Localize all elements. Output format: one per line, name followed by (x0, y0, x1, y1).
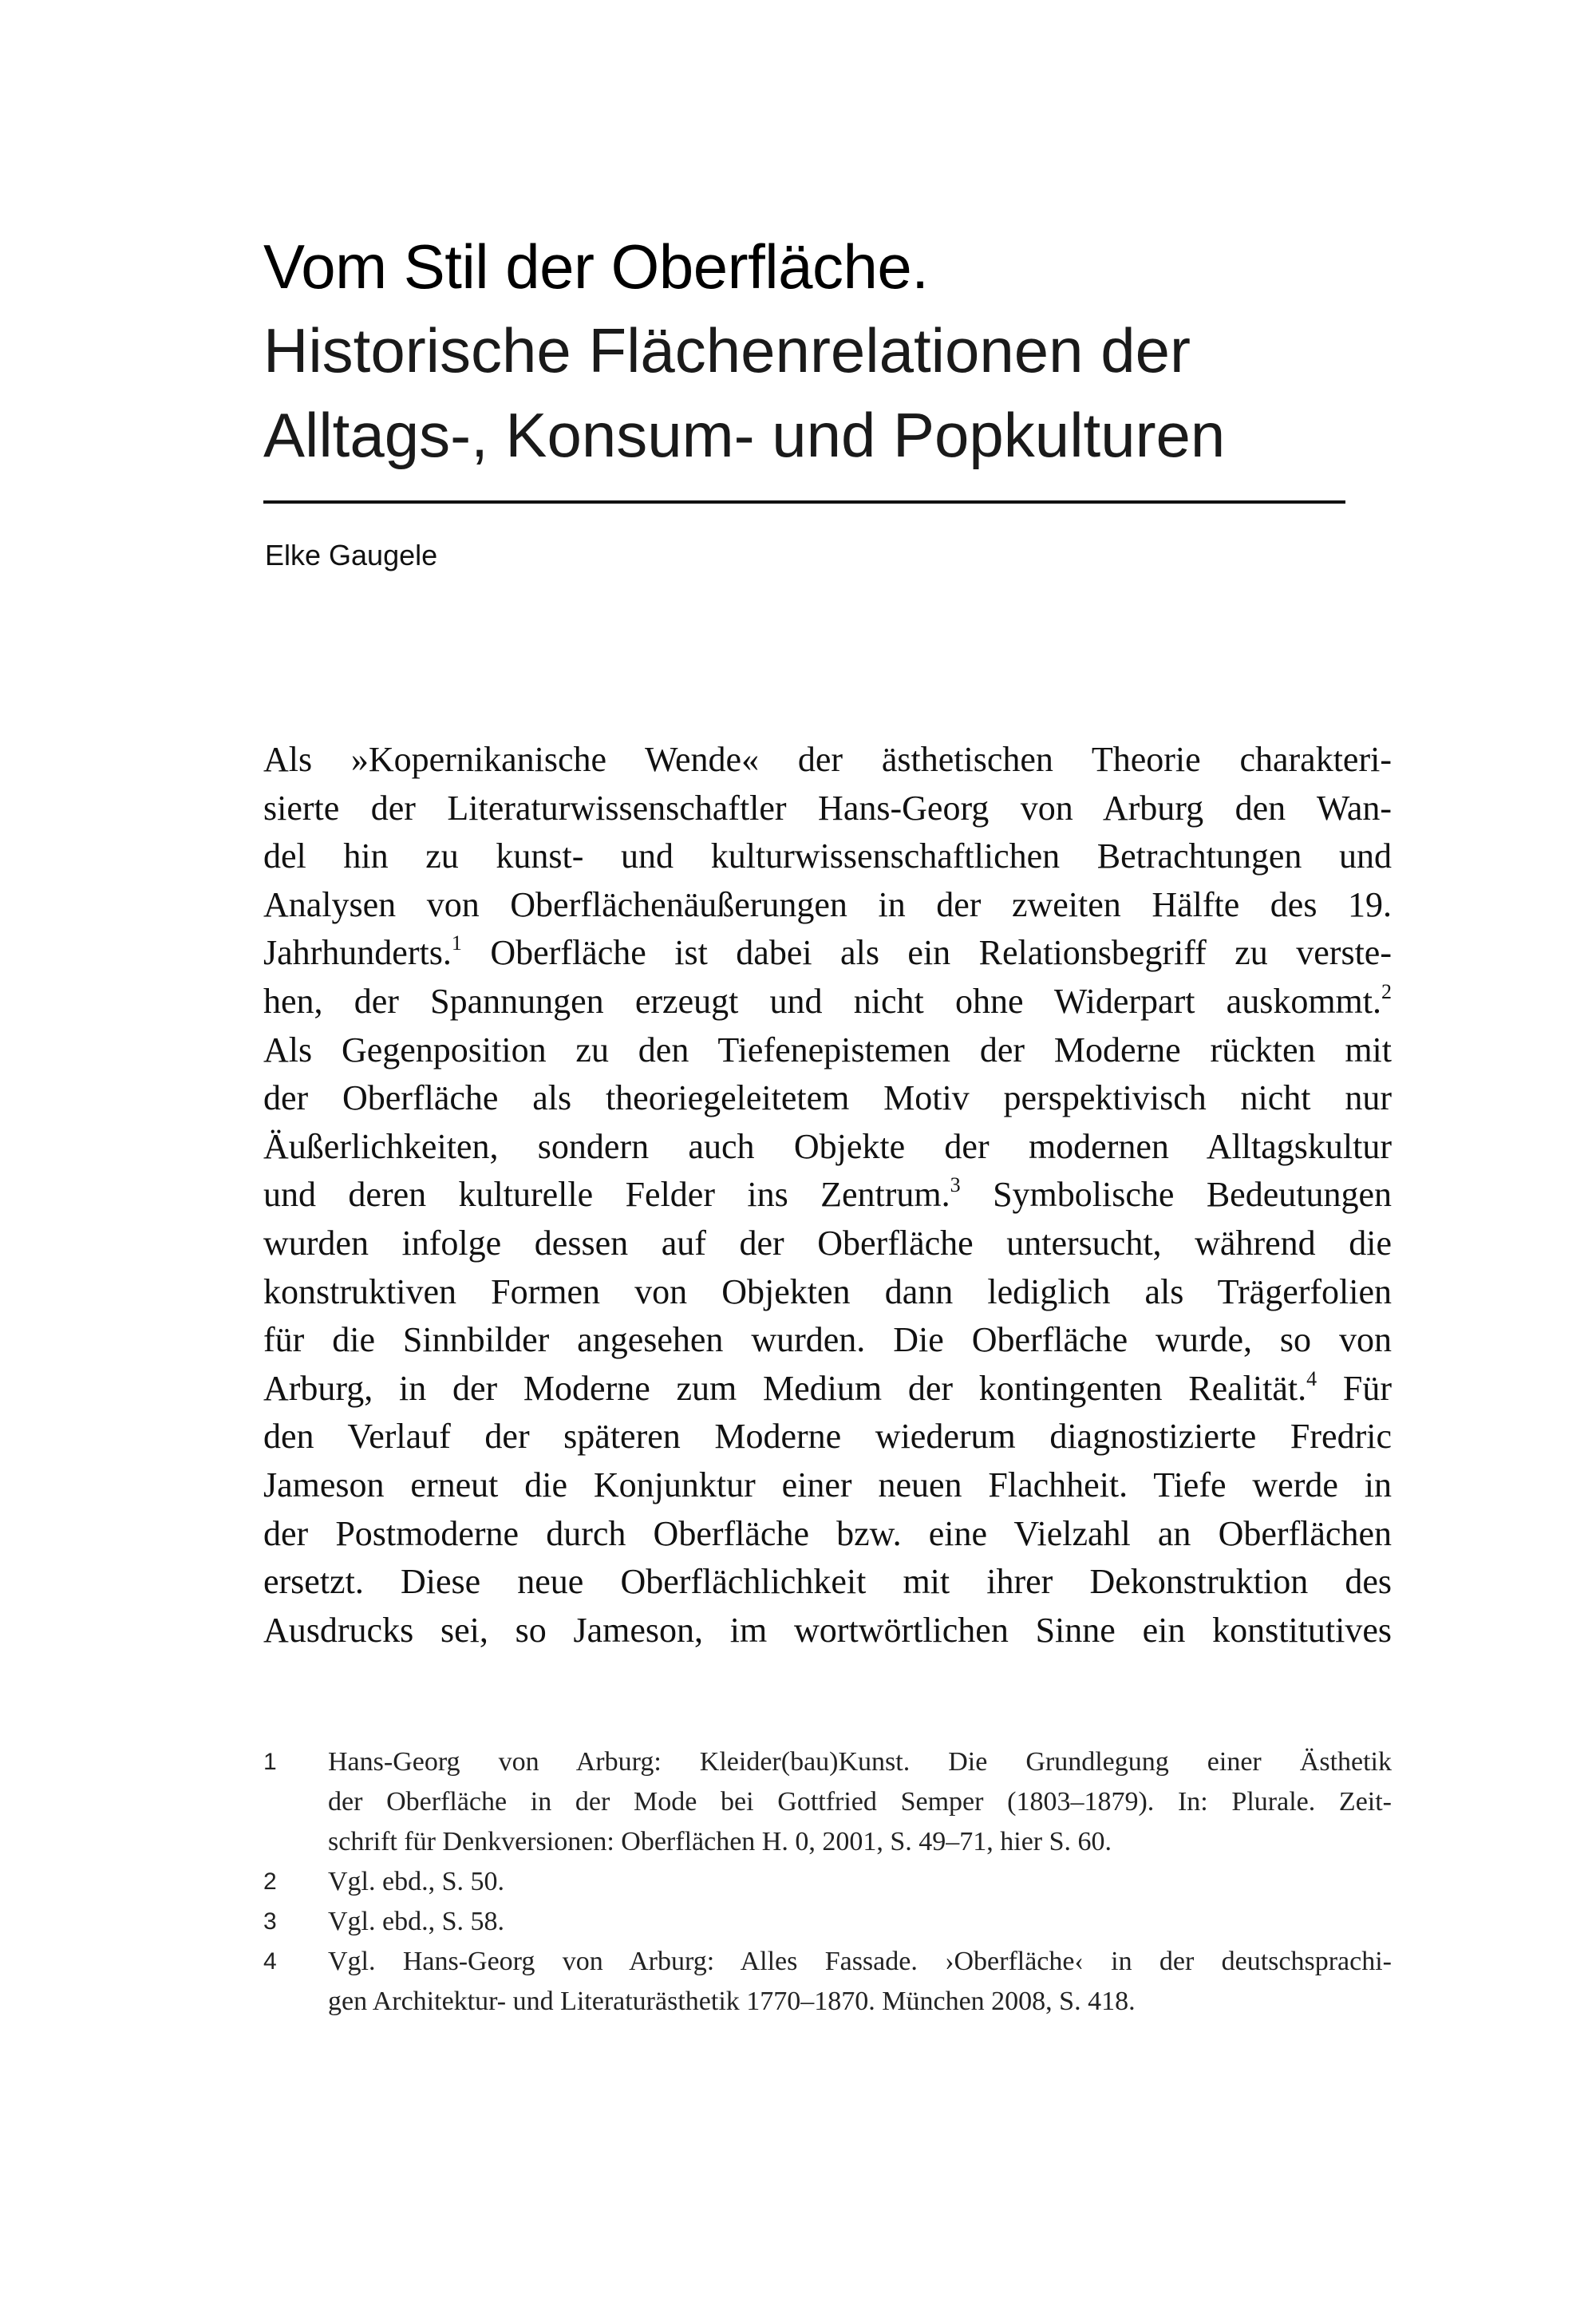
footnote (263, 1942, 1392, 2022)
body-line (263, 1316, 1392, 1365)
text-run: ersetzt. Diese neue Oberflächlichkeit mit ihrer Dekonstruktion des (263, 1562, 1392, 1602)
footnote-line: Vgl. ebd., S. 50. (328, 1867, 504, 1896)
text-run: Analysen von Oberflächenäußerungen in der zweiten Hälfte des 19. (263, 884, 1392, 924)
text-run: Ausdrucks sei, so Jameson, im wortwörtlichen Sinne ein konstitutives (263, 1610, 1392, 1650)
chapter-title-block (263, 225, 1381, 477)
footnote (263, 1742, 1392, 1862)
text-run: Symbolische Bedeutungen (960, 1175, 1392, 1215)
text-run: del hin zu kunst- und kulturwissenschaftlichen Betrachtungen und (263, 836, 1392, 876)
text-run: den Verlauf der späteren Moderne wiederum diagnostizierte Fredric (263, 1417, 1392, 1457)
footnote-line: Vgl. ebd., S. 58. (328, 1907, 504, 1936)
text-run: Äußerlichkeiten, sondern auch Objekte der modernen Alltagskultur (263, 1126, 1392, 1166)
footnote-number: 3 (263, 1908, 277, 1935)
body-line (263, 736, 1392, 785)
body-line (263, 1026, 1392, 1075)
chapter-subtitle-line-2: Alltags-, Konsum- und Popkulturen (263, 400, 1226, 470)
body-line (263, 832, 1392, 881)
body-line (263, 1171, 1392, 1220)
text-run: konstruktiven Formen von Objekten dann lediglich als Trägerfolien (263, 1271, 1392, 1311)
text-run: Arburg, in der Moderne zum Medium der kontingenten Realität. (263, 1368, 1307, 1408)
author-name: Elke Gaugele (265, 539, 438, 571)
body-line (263, 1268, 1392, 1317)
body-line (263, 929, 1392, 978)
text-run: für die Sinnbilder angesehen wurden. Die Oberfläche wurde, so von (263, 1320, 1392, 1360)
footnote-ref: 3 (950, 1173, 961, 1197)
body-line (263, 881, 1392, 930)
text-run: der Oberfläche als theoriegeleitetem Motiv perspektivisch nicht nur (263, 1078, 1392, 1118)
body-text (263, 736, 1392, 1655)
chapter-title: Vom Stil der Oberfläche. (263, 231, 929, 302)
text-run: hen, der Spannungen erzeugt und nicht ohne Widerpart auskommt. (263, 981, 1381, 1021)
footnote-ref: 2 (1381, 979, 1392, 1003)
body-line (263, 1123, 1392, 1172)
body-line (263, 1220, 1392, 1268)
footnote-ref: 4 (1306, 1366, 1317, 1390)
footnotes (263, 1742, 1392, 2022)
body-line (263, 978, 1392, 1026)
text-run: Oberfläche ist dabei als ein Relationsbegriff zu verste- (461, 933, 1392, 973)
footnote-line: gen Architektur- und Literaturästhetik 1770–1870. München 2008, S. 418. (328, 1987, 1136, 2016)
text-run: Als »Kopernikanische Wende« der ästhetischen Theorie charakteri- (263, 740, 1392, 779)
body-line (263, 1461, 1392, 1510)
footnote-ref: 1 (451, 931, 462, 955)
text-run: Als Gegenposition zu den Tiefenepistemen der Moderne rückten mit (263, 1030, 1392, 1069)
body-line (263, 1365, 1392, 1413)
footnote-number: 1 (263, 1749, 277, 1775)
text-run: der Postmoderne durch Oberfläche bzw. eine Vielzahl an Oberflächen (263, 1513, 1392, 1553)
text-run: wurden infolge dessen auf der Oberfläche untersucht, während die (263, 1223, 1392, 1263)
footnote-line: der Oberfläche in der Mode bei Gottfried Semper (1803–1879). In: Plurale. Zeit- (328, 1787, 1392, 1817)
footnote-line: Vgl. Hans-Georg von Arburg: Alles Fassade. ›Oberfläche‹ in der deutschsprachi- (328, 1947, 1392, 1976)
footnote-number: 4 (263, 1948, 277, 1975)
footnote (263, 1902, 1392, 1942)
text-run: und deren kulturelle Felder ins Zentrum. (263, 1175, 950, 1215)
body-line (263, 785, 1392, 833)
body-line (263, 1074, 1392, 1123)
footnote-line: schrift für Denkversionen: Oberflächen H. 0, 2001, S. 49–71, hier S. 60. (328, 1827, 1112, 1856)
text-run: sierte der Literaturwissenschaftler Hans-Georg von Arburg den Wan- (263, 788, 1392, 828)
text-run: Jameson erneut die Konjunktur einer neuen Flachheit. Tiefe werde in (263, 1465, 1392, 1504)
body-line (263, 1558, 1392, 1607)
footnote-line: Hans-Georg von Arburg: Kleider(bau)Kunst. Die Grundlegung einer Ästhetik (328, 1747, 1392, 1777)
text-run: Für (1317, 1368, 1392, 1408)
text-run: Jahrhunderts. (263, 933, 452, 973)
body-line (263, 1510, 1392, 1559)
footnote-number: 2 (263, 1868, 277, 1895)
footnote (263, 1862, 1392, 1902)
title-divider (263, 500, 1345, 504)
chapter-subtitle-line-1: Historische Flächenrelationen der (263, 315, 1191, 385)
body-line (263, 1607, 1392, 1655)
body-line (263, 1413, 1392, 1461)
